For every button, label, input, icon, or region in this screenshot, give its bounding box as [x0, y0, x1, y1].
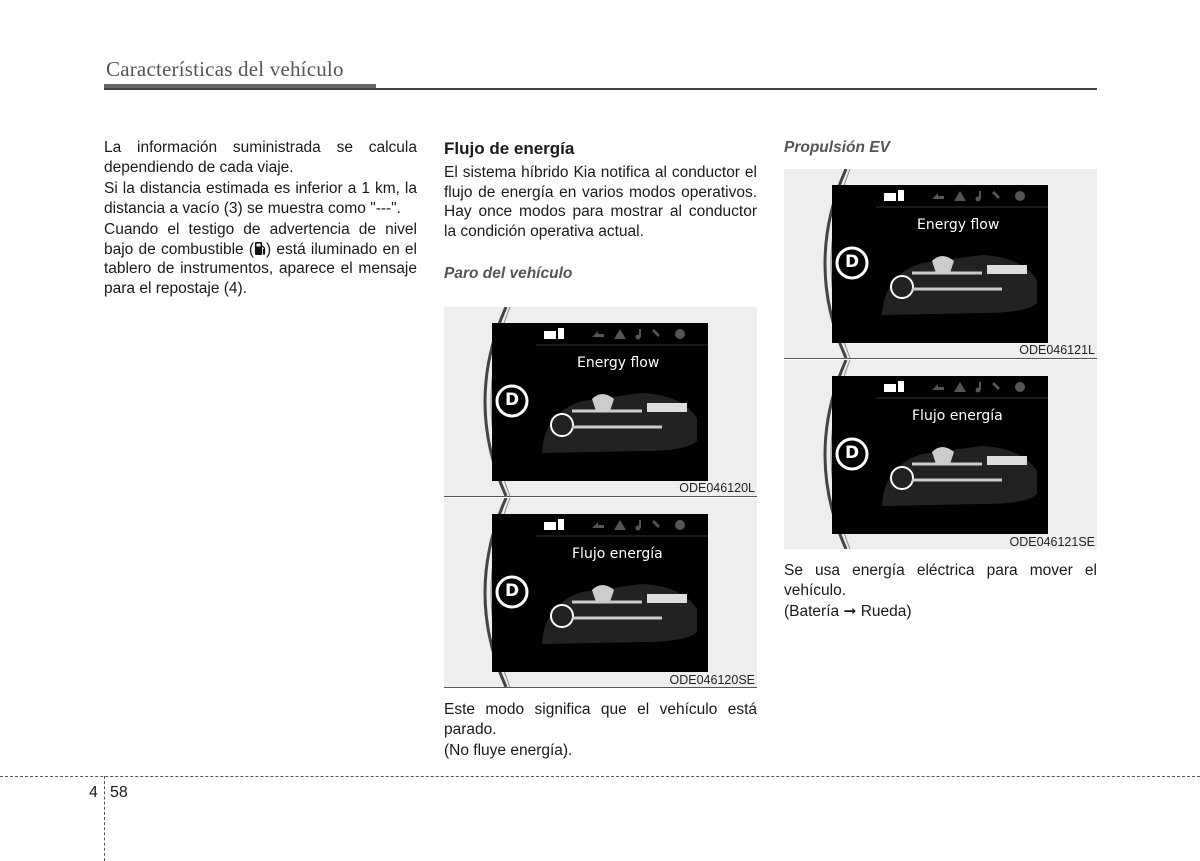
paragraph-fuel-warning-a: Cuando el testigo de advertencia de nivel bajo de combustible ( — [104, 221, 417, 258]
column-2 — [444, 138, 757, 284]
header-rule — [104, 88, 1097, 90]
paragraph-stop-desc: Este modo significa que el vehículo está parado. — [444, 701, 757, 738]
column-2-description — [444, 700, 757, 763]
figure-ev-propulsion-es — [784, 360, 1097, 549]
paragraph-ev-note: (Batería ➞ Rueda) — [784, 603, 912, 620]
footer-rule — [0, 776, 1200, 777]
paragraph-stop-note: (No fluye energía). — [444, 742, 573, 759]
gear-indicator: D — [845, 443, 860, 463]
paragraph-info: La información suministrada se calcula dependiendo de cada viaje. — [104, 139, 417, 176]
column-3-description — [784, 561, 1097, 624]
figure-divider — [784, 358, 1097, 359]
gear-indicator: D — [845, 252, 860, 272]
paragraph-fuel-warning — [104, 220, 417, 298]
figure-divider — [444, 687, 757, 688]
figure-vehicle-stop-en — [444, 307, 757, 496]
column-1 — [104, 138, 417, 300]
paragraph-fuel-warning-b: ) está iluminado en el tablero de instrumentos, aparece el mensaje para el repostaje (4). — [104, 240, 417, 297]
figure-vehicle-stop-es — [444, 498, 757, 687]
chapter-number: 4 — [89, 784, 98, 801]
display-title: Energy flow — [577, 355, 660, 371]
paragraph-distance: Si la distancia estimada es inferior a 1 km, la distancia a vacío (3) se muestra como "---". — [104, 180, 417, 217]
display-screen — [832, 185, 1048, 343]
subheading-vehicle-stop: Paro del vehículo — [444, 265, 573, 282]
figure-caption: ODE046120SE — [669, 673, 755, 687]
figure-ev-propulsion-en — [784, 169, 1097, 358]
subheading-ev-propulsion: Propulsión EV — [784, 139, 890, 156]
figure-caption: ODE046120L — [679, 481, 755, 495]
display-tab-icons — [544, 328, 564, 339]
display-title: Energy flow — [917, 217, 1000, 233]
page-number: 58 — [110, 784, 128, 801]
display-screen — [492, 323, 708, 481]
display-title: Flujo energía — [572, 546, 663, 562]
column-3 — [784, 138, 1097, 158]
paragraph-ev-desc: Se usa energía eléctrica para mover el vehículo. — [784, 562, 1097, 599]
display-title: Flujo energía — [912, 408, 1003, 424]
paragraph-intro: El sistema híbrido Kia notifica al conductor el flujo de energía en varios modos operativos. Hay once modos para mostrar al conductor la condición operativa actual. — [444, 164, 757, 240]
gear-indicator: D — [505, 390, 520, 410]
figure-caption: ODE046121SE — [1009, 535, 1095, 549]
display-screen — [492, 514, 708, 672]
fuel-pump-icon — [254, 241, 266, 256]
page-header-title: Características del vehículo — [106, 57, 344, 81]
figure-divider — [444, 496, 757, 497]
gear-indicator: D — [505, 581, 520, 601]
display-screen — [832, 376, 1048, 534]
section-heading-energy-flow: Flujo de energía — [444, 139, 575, 158]
figure-caption: ODE046121L — [1019, 343, 1095, 357]
footer-vertical-rule — [104, 776, 105, 861]
